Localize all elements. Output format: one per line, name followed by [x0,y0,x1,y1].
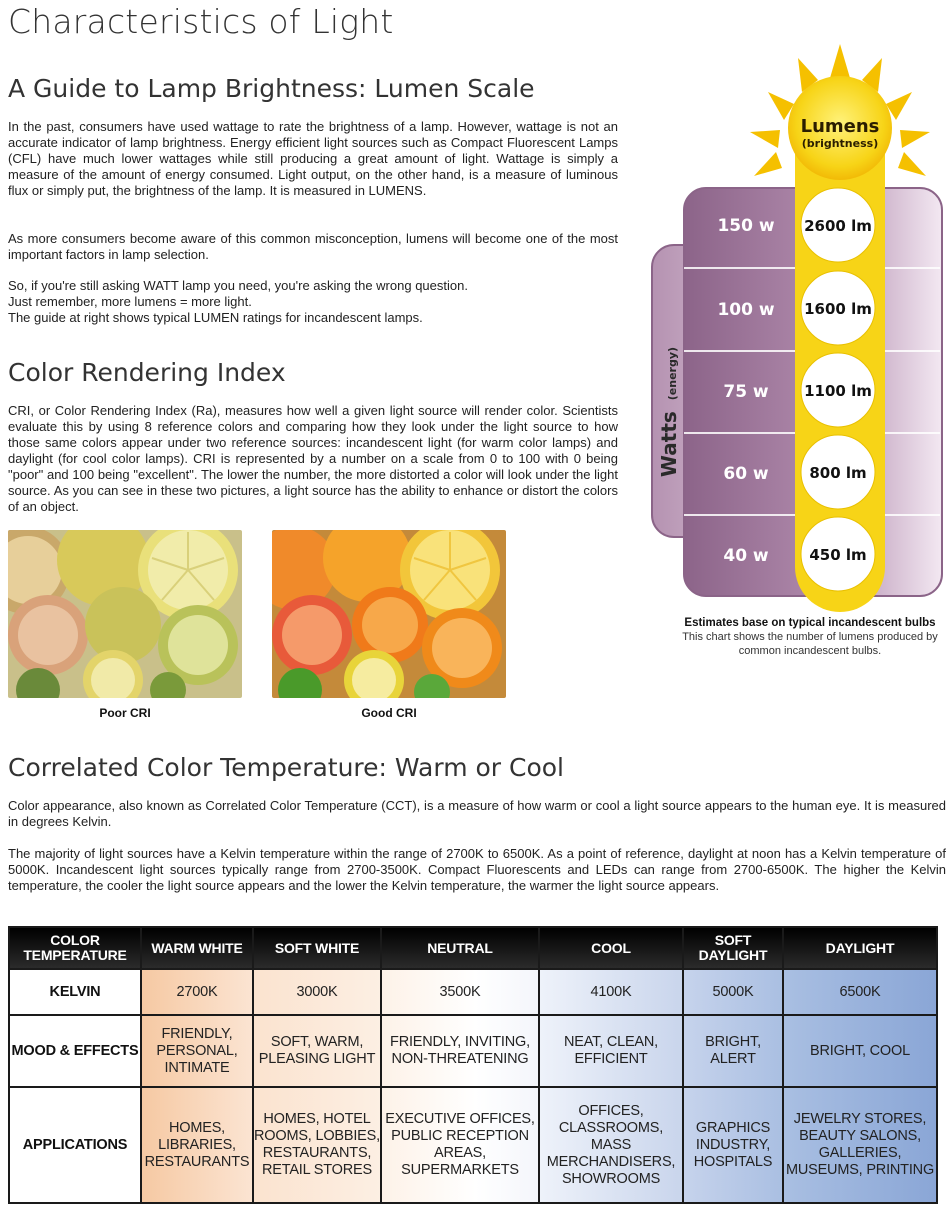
kelvin-cool: 4100K [540,970,682,1014]
kelvin-soft-white: 3000K [254,970,380,1014]
lumen-paragraph-3-line-3: The guide at right shows typical LUMEN ratings for incandescent lamps. [8,310,423,325]
watt-label-40: 40 w [723,546,769,566]
header-soft-white: SOFT WHITE [254,928,380,968]
lumen-paragraph-2: As more consumers become aware of this common misconception, lumens will become one of the most important factors in lamp selection. [8,231,618,262]
watt-label-150: 150 w [717,216,775,236]
apps-soft-daylight: GRAPHICS INDUSTRY, HOSPITALS [684,1088,782,1202]
table-header-row [10,928,936,968]
lumen-chart-caption-text: This chart shows the number of lumens produced by common incandescent bulbs. [682,631,938,657]
lumen-paragraph-3-line-2: Just remember, more lumens = more light. [8,294,252,309]
mood-cool: NEAT, CLEAN, EFFICIENT [540,1016,682,1086]
mood-soft-daylight: BRIGHT, ALERT [684,1016,782,1086]
lumen-value-2600: 2600 lm [804,217,872,235]
table-row [10,1016,936,1086]
watts-axis-subtitle: (energy) [666,346,679,401]
apps-soft-white: HOMES, HOTEL ROOMS, LOBBIES, RESTAURANTS, RETAIL STORES [254,1088,380,1202]
lumen-paragraph-3 [8,278,618,326]
cct-paragraph-1: Color appearance, also known as Correlated Color Temperature (CCT), is a measure of how warm or cool a light source appears to the human eye. It is measured in degrees Kelvin. [8,798,946,829]
mood-daylight: BRIGHT, COOL [784,1016,936,1086]
lumen-paragraph-3-line-1: So, if you're still asking WATT lamp you need, you're asking the wrong question. [8,278,468,293]
apps-neutral: EXECUTIVE OFFICES, PUBLIC RECEPTION AREAS, SUPERMARKETS [382,1088,538,1202]
mood-warm-white: FRIENDLY, PERSONAL, INTIMATE [142,1016,252,1086]
row-label-applications: APPLICATIONS [10,1088,140,1202]
header-daylight: DAYLIGHT [784,928,936,968]
cri-paragraph: CRI, or Color Rendering Index (Ra), measures how well a given light source will render color. Scientists evaluate this by using 8 reference colors and comparing how they look under the light source to how those same colors appear under two reference sources: incandescent light (for warm color lamps) and daylight (for cool color lamps). CRI is represented by a number on a scale from 0 to 100 with 0 being "poor" and 100 being "excellent". The lower the number, the more distorted a color will look under the light source. As you can see in these two pictures, a light source has the ability to enhance or distort the colors of an object. [8,403,618,514]
header-soft-daylight: SOFT DAYLIGHT [684,928,782,968]
kelvin-daylight: 6500K [784,970,936,1014]
mood-neutral: FRIENDLY, INVITING, NON-THREATENING [382,1016,538,1086]
apps-warm-white: HOMES, LIBRARIES, RESTAURANTS [142,1088,252,1202]
watt-label-60: 60 w [723,464,769,484]
page-title: Characteristics of Light [8,2,394,41]
row-label-kelvin: KELVIN [10,970,140,1014]
table-row [10,970,936,1014]
poor-cri-caption: Poor CRI [99,706,151,720]
cct-section-heading: Correlated Color Temperature: Warm or Cool [8,753,565,782]
apps-cool: OFFICES, CLASSROOMS, MASS MERCHANDISERS, SHOWROOMS [540,1088,682,1202]
kelvin-soft-daylight: 5000K [684,970,782,1014]
mood-soft-white: SOFT, WARM, PLEASING LIGHT [254,1016,380,1086]
sun-title: Lumens [800,116,880,137]
cri-section-heading: Color Rendering Index [8,358,286,387]
header-warm-white: WARM WHITE [142,928,252,968]
lumen-value-450: 450 lm [809,546,867,564]
header-color-temperature: COLOR TEMPERATURE [10,928,140,968]
watt-label-100: 100 w [717,300,775,320]
lumen-value-800: 800 lm [809,464,867,482]
header-cool: COOL [540,928,682,968]
good-cri-caption: Good CRI [361,706,417,720]
lumen-scale-chart [650,40,950,660]
kelvin-warm-white: 2700K [142,970,252,1014]
lumen-chart-caption [672,616,948,658]
color-temperature-table [8,926,938,1204]
lumen-chart-caption-title: Estimates base on typical incandescent bulbs [684,617,936,629]
lumen-paragraph-1: In the past, consumers have used wattage to rate the brightness of a lamp. However, wattage is not an accurate indicator of lamp brightness. Energy efficient light sources such as Compact Fluorescent Lamps (CFL) have much lower wattages while still producing a great amount of light. Wattage is simply a measure of the amount of energy consumed. Light output, on the other hand, is a measure of luminous flux or simply put, the brightness of the lamp. It is measured in LUMENS. [8,119,618,198]
watt-label-75: 75 w [723,382,769,402]
good-cri-photo [272,530,506,698]
header-neutral: NEUTRAL [382,928,538,968]
kelvin-neutral: 3500K [382,970,538,1014]
lumen-value-1600: 1600 lm [804,300,872,318]
table-row [10,1088,936,1202]
lumen-section-heading: A Guide to Lamp Brightness: Lumen Scale [8,74,535,103]
lumen-value-1100: 1100 lm [804,382,872,400]
row-label-mood: MOOD & EFFECTS [10,1016,140,1086]
watts-axis-title: Watts [657,411,681,478]
sun-subtitle: (brightness) [801,137,879,150]
cct-paragraph-2: The majority of light sources have a Kelvin temperature within the range of 2700K to 6500K. As a point of reference, daylight at noon has a Kelvin temperature of 5000K. Incandescent light sources typically range from 2700-3500K. Compact Fluorescents and LEDs can range from 2700-6500K. The higher the Kelvin temperature, the cooler the light source appears and the lower the Kelvin temperature, the warmer the light source appears. [8,846,946,893]
poor-cri-photo [8,530,242,698]
apps-daylight: JEWELRY STORES, BEAUTY SALONS, GALLERIES, MUSEUMS, PRINTING [784,1088,936,1202]
